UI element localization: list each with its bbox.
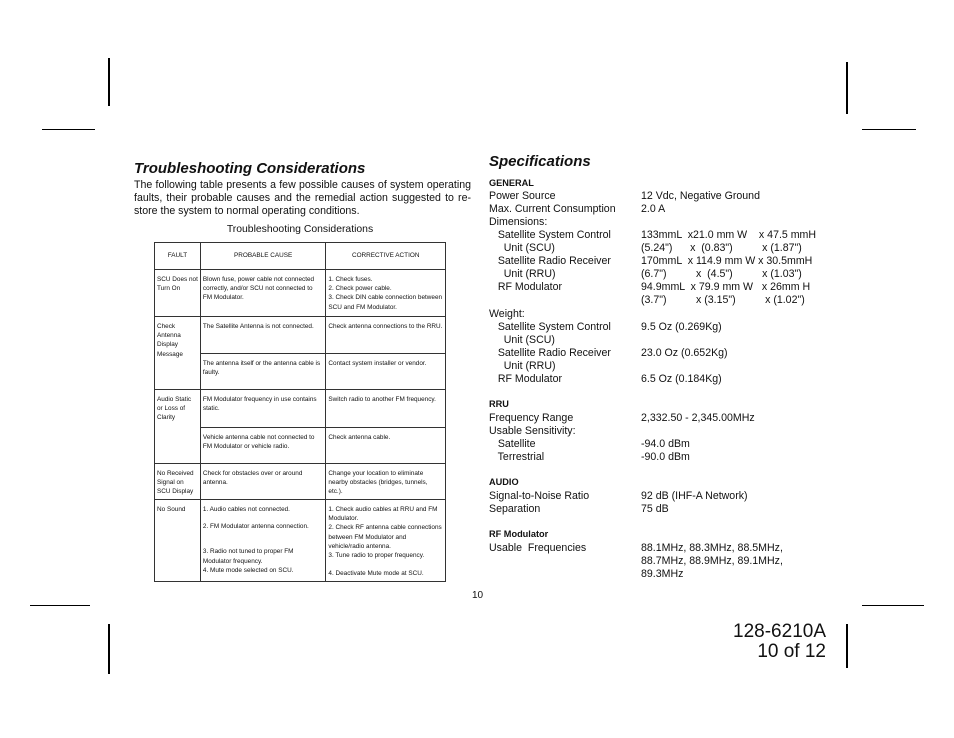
spec-value: 88.7MHz, 88.9MHz, 89.1MHz, <box>641 555 783 567</box>
cause-cell: FM Modulator frequency in use contains static. <box>200 390 326 428</box>
spec-value: 94.9mmL x 79.9 mm W x 26mm H <box>641 281 811 293</box>
spec-label: Satellite System Control <box>489 321 611 333</box>
spec-label: Separation <box>489 503 541 515</box>
table-caption: Troubleshooting Considerations <box>226 224 374 235</box>
spec-label: Max. Current Consumption <box>489 203 616 215</box>
fault-cell: No Sound <box>155 500 201 582</box>
action-item: 1. Check audio cables at RRU and FM Modulator. <box>328 506 438 523</box>
spec-value: 23.0 Oz (0.652Kg) <box>641 347 728 359</box>
cause-item: 2. FM Modulator antenna connection. <box>202 523 309 531</box>
page-number: 10 <box>472 590 484 601</box>
action-item: 3. Tune radio to proper frequency. <box>328 552 425 560</box>
table-header-row <box>155 243 446 270</box>
crop-mark <box>108 624 110 674</box>
section-general: GENERAL <box>489 178 534 188</box>
cause-cell <box>200 500 326 582</box>
section-audio: AUDIO <box>489 477 519 487</box>
crop-mark <box>846 624 848 668</box>
spec-label: Frequency Range <box>489 412 574 424</box>
spec-label: Signal-to-Noise Ratio <box>489 490 590 502</box>
spec-value: 89.3MHz <box>641 568 684 580</box>
action-cell: Check antenna cable. <box>326 428 446 464</box>
spec-value: 75 dB <box>641 503 669 515</box>
cause-item: 3. Radio not tuned to proper FM Modulator frequency. <box>202 548 294 565</box>
spec-value: (5.24") x (0.83") x (1.87") <box>641 242 802 254</box>
cause-cell: Check for obstacles over or around antenna. <box>200 464 326 500</box>
spec-label: Usable Sensitivity: <box>489 425 576 437</box>
cause-cell: The Satellite Antenna is not connected. <box>200 317 326 354</box>
cause-cell: Vehicle antenna cable not connected to FM Modulator or vehicle radio. <box>200 428 326 464</box>
cause-item: 4. Mute mode selected on SCU. <box>202 566 294 574</box>
spec-value: 9.5 Oz (0.269Kg) <box>641 321 722 333</box>
action-cell <box>326 500 446 582</box>
section-rru: RRU <box>489 399 509 409</box>
action-item: 2. Check RF antenna cable connections between FM Modulator and vehicle/radio antenna. <box>328 524 442 550</box>
spec-value: -94.0 dBm <box>641 438 690 450</box>
spec-value: 92 dB (IHF-A Network) <box>641 490 748 502</box>
header-corrective-action: CORRECTIVE ACTION <box>326 243 446 270</box>
table-row <box>155 270 446 317</box>
cause-item: 1. Audio cables not connected. <box>202 506 290 513</box>
action-cell: Switch radio to another FM frequency. <box>326 390 446 428</box>
spec-label: Satellite Radio Receiver <box>489 255 611 267</box>
spec-label: Unit (SCU) <box>489 242 555 254</box>
spec-label: Power Source <box>489 190 556 202</box>
spec-value: 170mmL x 114.9 mm W x 30.5mmH <box>641 255 813 267</box>
spec-value: 12 Vdc, Negative Ground <box>641 190 760 202</box>
action-cell: Change your location to eliminate nearby obstacles (bridges, tunnels, etc.). <box>326 464 446 500</box>
troubleshooting-intro: The following table presents a few possible causes of system operating faults, their probable causes and the remedial action suggested to re-store the system to normal operating conditions. <box>134 179 471 217</box>
page-of: 10 of 12 <box>757 641 826 662</box>
cause-cell: Blown fuse, power cable not connected correctly, and/or SCU not connected to FM Modulator. <box>200 270 326 317</box>
spec-label: Satellite <box>489 438 536 450</box>
table-row <box>155 464 446 500</box>
spec-value: -90.0 dBm <box>641 451 690 463</box>
spec-label: Satellite System Control <box>489 229 611 241</box>
action-cell: Check antenna connections to the RRU. <box>326 317 446 354</box>
crop-mark <box>862 605 924 606</box>
document-id: 128-6210A <box>733 621 826 642</box>
document-id-block <box>733 622 826 662</box>
action-cell: Contact system installer or vendor. <box>326 354 446 390</box>
cause-cell: The antenna itself or the antenna cable is faulty. <box>200 354 326 390</box>
spec-value: (6.7") x (4.5") x (1.03") <box>641 268 802 280</box>
action-item: 4. Deactivate Mute mode at SCU. <box>328 570 424 578</box>
spec-label: Unit (SCU) <box>489 334 555 346</box>
header-fault: FAULT <box>155 243 201 270</box>
table-row <box>155 390 446 428</box>
crop-mark <box>42 129 95 130</box>
spec-value: 88.1MHz, 88.3MHz, 88.5MHz, <box>641 542 783 554</box>
spec-value: 2,332.50 - 2,345.00MHz <box>641 412 755 424</box>
specifications-heading: Specifications <box>489 153 591 170</box>
action-cell: 1. Check fuses. 2. Check power cable. 3. Check DIN cable connection between SCU and FM Modulator. <box>326 270 446 317</box>
fault-cell: Check Antenna Display Message <box>155 317 201 390</box>
spec-label: Usable Frequencies <box>489 542 587 554</box>
troubleshooting-heading: Troubleshooting Considerations <box>134 160 366 177</box>
crop-mark <box>108 58 110 106</box>
crop-mark <box>862 129 916 130</box>
spec-label: Dimensions: <box>489 216 548 228</box>
spec-value: (3.7") x (3.15") x (1.02") <box>641 294 805 306</box>
spec-label: RF Modulator <box>489 373 563 385</box>
spec-label: Satellite Radio Receiver <box>489 347 611 359</box>
spec-label: Unit (RRU) <box>489 268 556 280</box>
spec-value: 2.0 A <box>641 203 666 215</box>
section-rf-modulator: RF Modulator <box>489 529 549 539</box>
spec-label: Terrestrial <box>489 451 545 463</box>
table-row <box>155 317 446 354</box>
header-probable-cause: PROBABLE CAUSE <box>200 243 326 270</box>
crop-mark <box>30 605 90 606</box>
troubleshooting-table <box>154 242 446 582</box>
fault-cell: Audio Static or Loss of Clarity <box>155 390 201 464</box>
fault-cell: SCU Does not Turn On <box>155 270 201 317</box>
spec-value: 6.5 Oz (0.184Kg) <box>641 373 722 385</box>
table-row <box>155 500 446 582</box>
spec-label: RF Modulator <box>489 281 563 293</box>
fault-cell: No Received Signal on SCU Display <box>155 464 201 500</box>
spec-value: 133mmL x21.0 mm W x 47.5 mmH <box>641 229 817 241</box>
spec-label: Unit (RRU) <box>489 360 556 372</box>
crop-mark <box>846 62 848 114</box>
spec-label: Weight: <box>489 308 525 320</box>
